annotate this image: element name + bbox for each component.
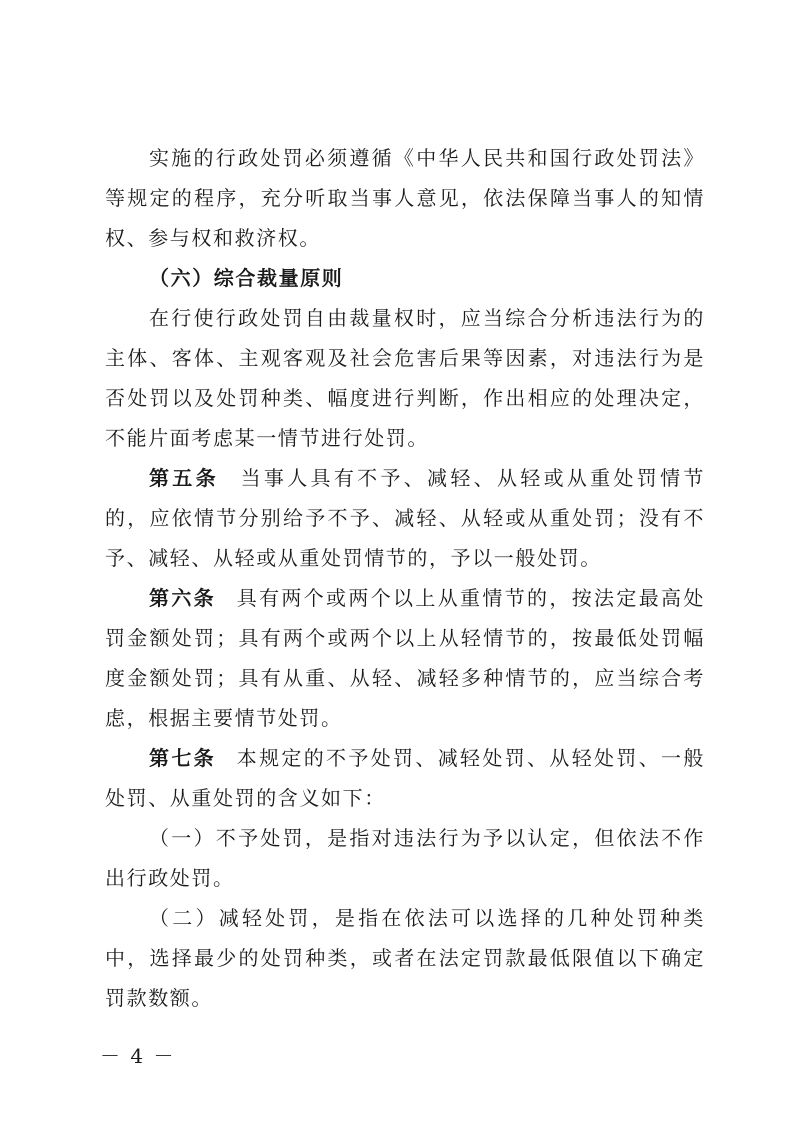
article-6-number: 第六条 xyxy=(149,586,216,610)
article-6-text: 具有两个或两个以上从重情节的，按法定最高处罚金额处罚；具有两个或两个以上从轻情节的，按最低处罚幅度金额处罚；具有从重、从轻、减轻多种情节的，应当综合考虑，根据主要情节处罚。 xyxy=(105,586,705,730)
article-5-number: 第五条 xyxy=(149,466,219,490)
article-7-number: 第七条 xyxy=(149,746,216,770)
item-no-penalty: （一）不予处罚，是指对违法行为予以认定，但依法不作出行政处罚。 xyxy=(105,826,705,890)
article-7 xyxy=(105,738,705,818)
paragraph-procedure: 实施的行政处罚必须遵循《中华人民共和国行政处罚法》等规定的程序，充分听取当事人意见，依法保障当事人的知情权、参与权和救济权。 xyxy=(105,146,705,250)
article-5-text: 当事人具有不予、减轻、从轻或从重处罚情节的，应依情节分别给予不予、减轻、从轻或从重处罚；没有不予、减轻、从轻或从重处罚情节的，予以一般处罚。 xyxy=(105,466,705,570)
item-reduced-penalty: （二）减轻处罚，是指在依法可以选择的几种处罚种类中，选择最少的处罚种类，或者在法定罚款最低限值以下确定罚款数额。 xyxy=(105,906,705,1010)
document-body xyxy=(105,138,705,1018)
section-heading-comprehensive-discretion: （六）综合裁量原则 xyxy=(149,266,344,290)
article-5 xyxy=(105,458,705,578)
article-6 xyxy=(105,578,705,738)
article-7-text: 本规定的不予处罚、减轻处罚、从轻处罚、一般处罚、从重处罚的含义如下： xyxy=(105,746,705,810)
paragraph-discretion: 在行使行政处罚自由裁量权时，应当综合分析违法行为的主体、客体、主观客观及社会危害后果等因素，对违法行为是否处罚以及处罚种类、幅度进行判断，作出相应的处理决定，不能片面考虑某一情节进行处罚。 xyxy=(105,306,705,450)
page-number: － 4 － xyxy=(100,1044,176,1068)
